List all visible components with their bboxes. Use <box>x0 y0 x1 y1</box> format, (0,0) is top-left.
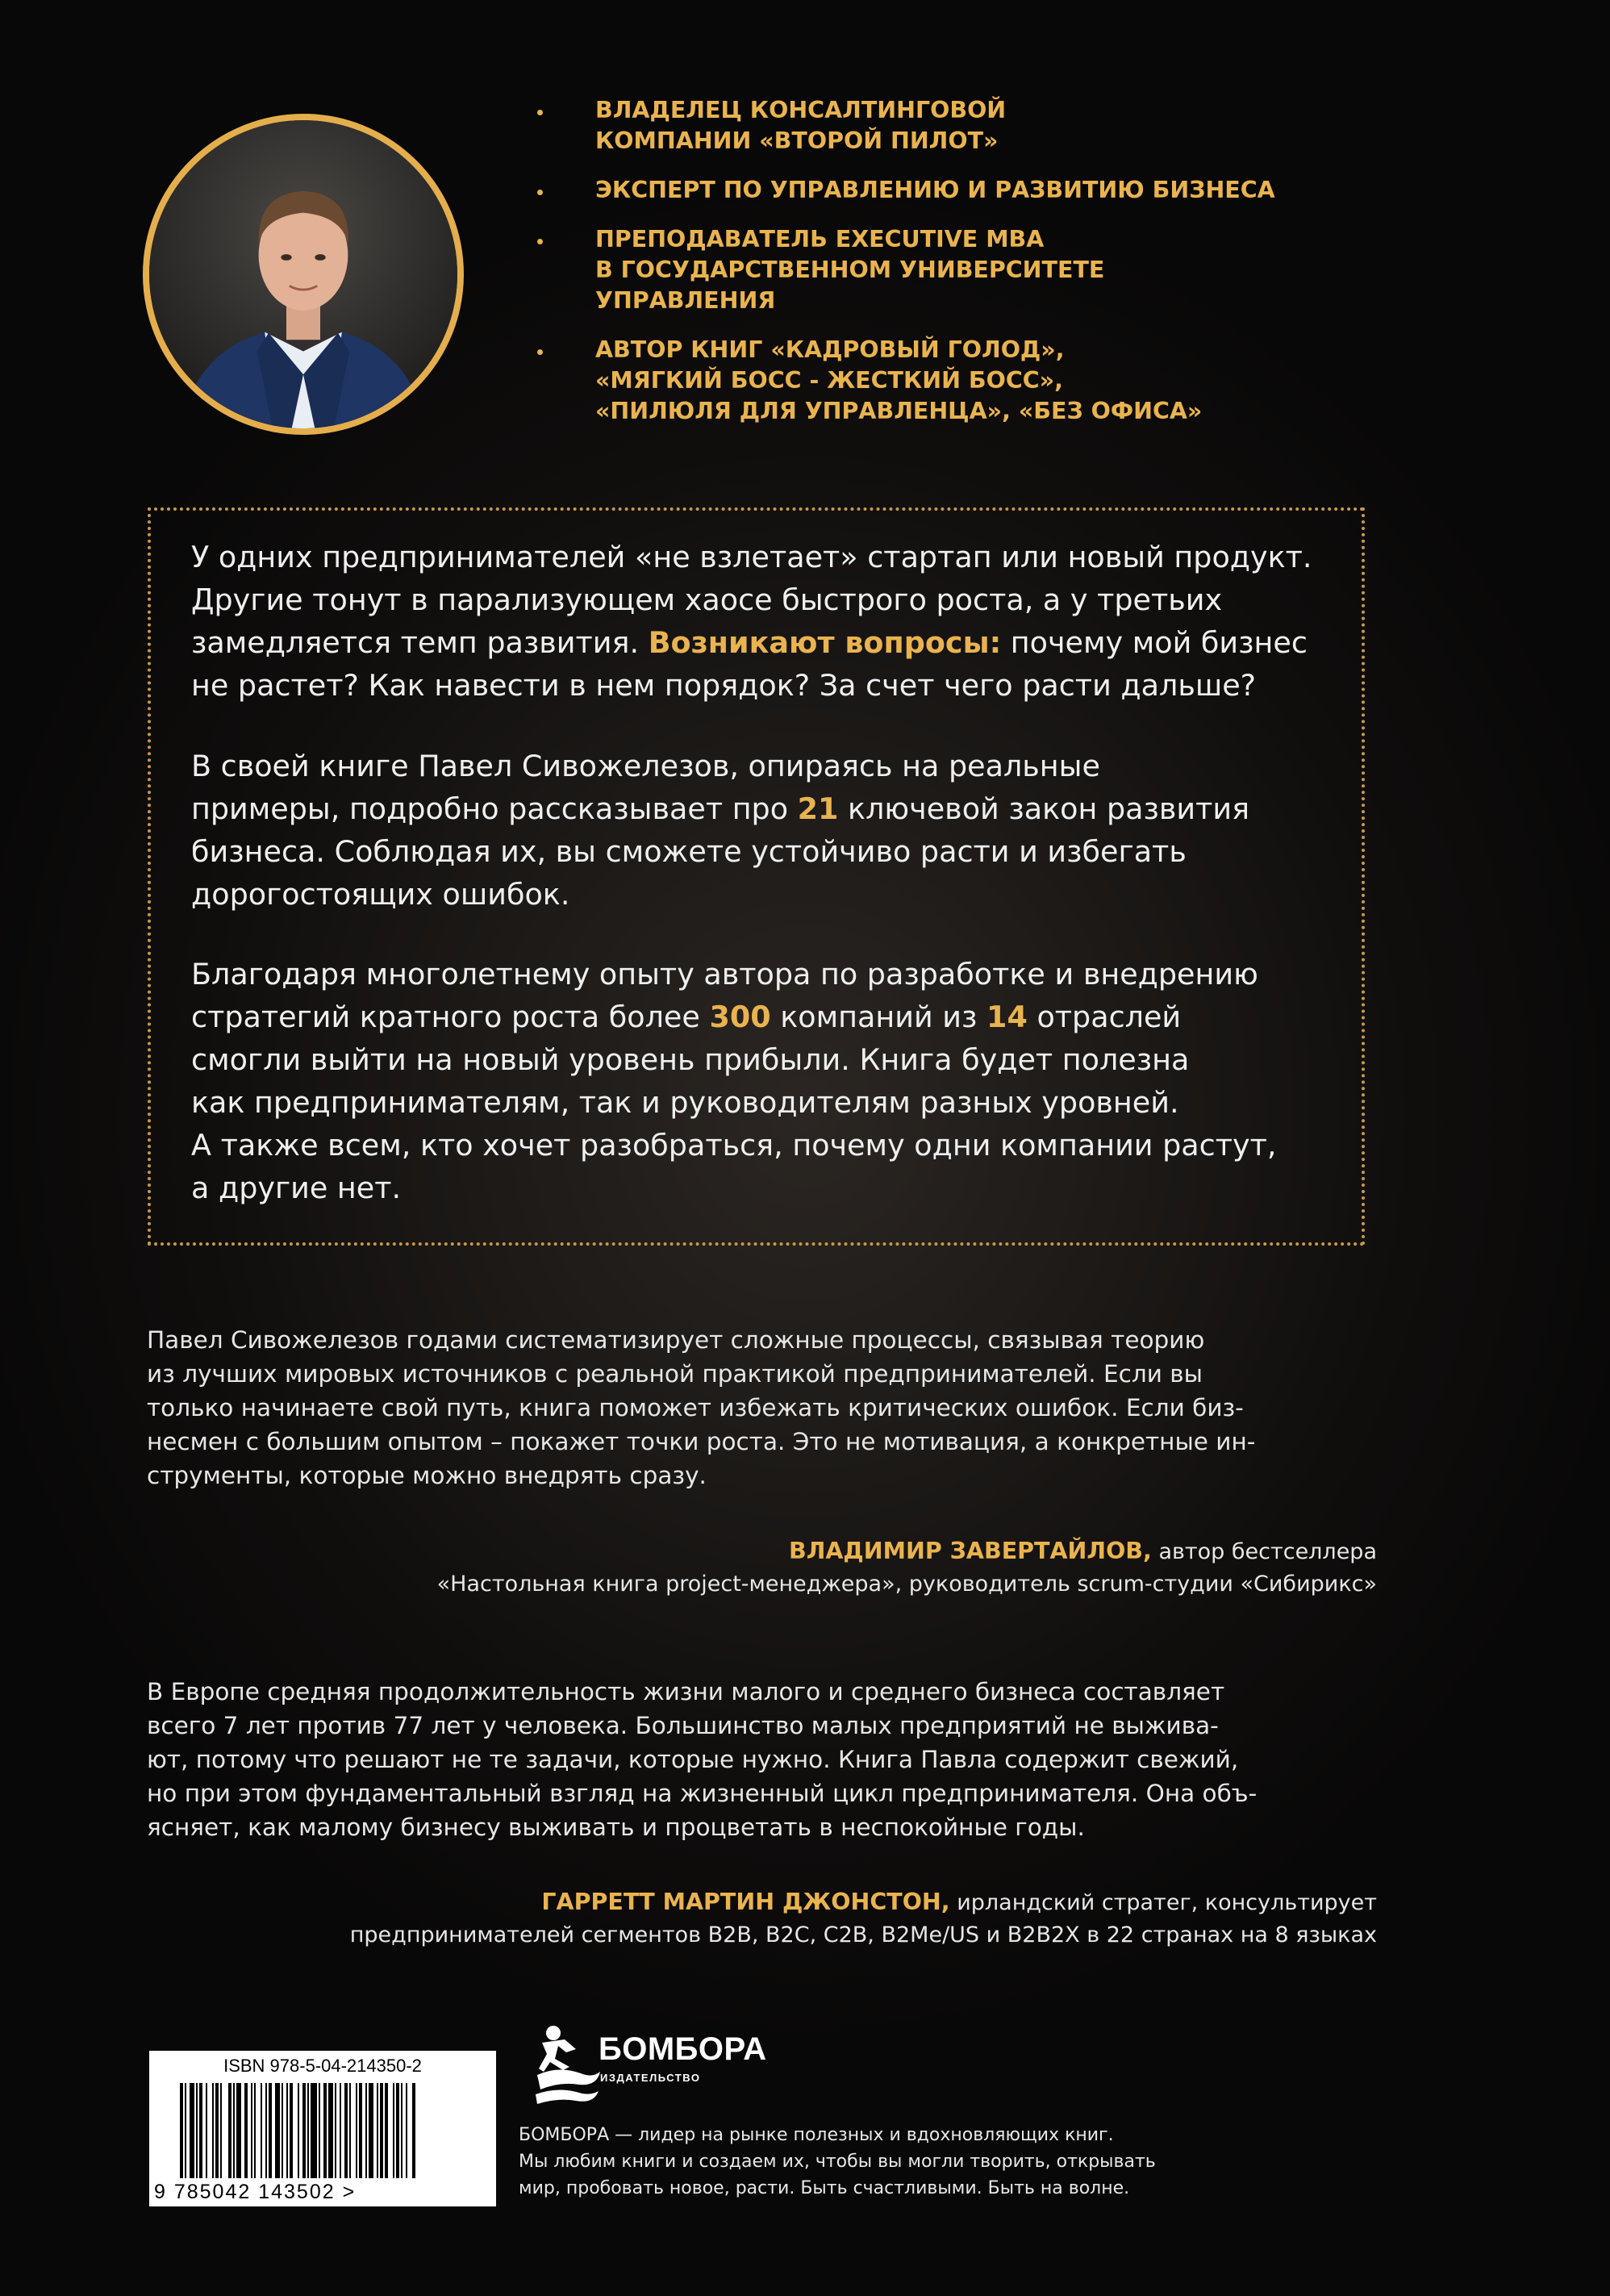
barcode-bar <box>401 2083 402 2178</box>
book-description-frame <box>148 507 1365 1246</box>
barcode-bar <box>206 2083 207 2178</box>
barcode-bar <box>212 2083 214 2178</box>
barcode-bar <box>349 2083 351 2178</box>
barcode-bar <box>340 2083 341 2178</box>
barcode-bar <box>199 2083 202 2178</box>
reviewer-name: ВЛАДИМИР ЗАВЕРТАЙЛОВ, <box>788 1538 1152 1564</box>
reviewer-role: ирландский стратег, консультирует предпринимателей сегментов B2B, B2C, C2B, B2Me/US и B2B2X в 22 странах на 8 языках <box>349 1890 1377 1947</box>
description-paragraph-1 <box>191 536 1337 707</box>
text-span: У одних предпринимателей «не взлетает» стартап или новый продукт. Другие тонут в парализующем хаосе быстрого роста, а у третьих замедляется темп развития. <box>191 540 1312 660</box>
barcode-bar <box>323 2083 327 2178</box>
barcode-bar <box>269 2083 272 2178</box>
credential-item: ЭКСПЕРТ ПО УПРАВЛЕНИЮ И РАЗВИТИЮ БИЗНЕСА <box>532 175 1549 206</box>
text-span: компаний из <box>770 1000 987 1034</box>
publisher-name: БОМБОРА <box>599 2031 767 2067</box>
barcode-bar <box>377 2083 378 2178</box>
author-portrait <box>143 114 464 435</box>
barcode-bar <box>302 2083 306 2178</box>
barcode-bar <box>290 2083 293 2178</box>
isbn-label: ISBN 978-5-04-214350-2 <box>223 2056 422 2076</box>
barcode-bar <box>286 2083 288 2178</box>
publisher-subtitle: ИЗДАТЕЛЬСТВО <box>600 2072 701 2084</box>
highlight-text: Возникают вопросы: <box>648 625 1002 660</box>
barcode-bar <box>185 2083 186 2178</box>
barcode-bar <box>220 2083 222 2178</box>
publisher-logo <box>534 2022 776 2106</box>
text-span: Благодаря многолетнему опыту автора по разработке и внедрению стратегий кратного роста более <box>191 957 1258 1034</box>
barcode-bar <box>298 2083 299 2178</box>
barcode-bar <box>244 2083 248 2178</box>
barcode-bar <box>385 2083 388 2178</box>
text-span: почему мой бизнес не растет? Как навести в нем порядок? За счет чего расти дальше? <box>191 625 1308 703</box>
barcode-bar <box>365 2083 367 2178</box>
barcode-bar <box>196 2083 198 2178</box>
barcode-bar <box>412 2083 415 2178</box>
barcode-bar <box>236 2083 241 2178</box>
barcode-bar <box>180 2083 183 2178</box>
credential-item: ПРЕПОДАВАТЕЛЬ EXECUTIVE MBA В ГОСУДАРСТВЕННОМ УНИВЕРСИТЕТЕ УПРАВЛЕНИЯ <box>532 224 1549 316</box>
highlight-number: 21 <box>797 791 839 826</box>
barcode-graphic <box>180 2083 477 2178</box>
text-span: ключевой закон развития бизнеса. Соблюдая их, вы сможете устойчиво расти и избегать дорогостоящих ошибок. <box>191 791 1250 912</box>
barcode-bar <box>265 2083 267 2178</box>
text-span: отраслей смогли выйти на новый уровень прибыли. Книга будет полезна как предпринимателям, так и руководителям разных уровней. А также всем, кто хочет разобраться, почему одни компании растут, а другие нет. <box>191 1000 1277 1205</box>
author-photo-illustration <box>149 120 457 428</box>
review-attribution-1 <box>437 1535 1377 1601</box>
barcode-bar <box>380 2083 383 2178</box>
barcode-bar <box>359 2083 362 2178</box>
review-attribution-2 <box>350 1886 1377 1952</box>
surfer-wave-icon <box>534 2022 608 2106</box>
barcode-bar <box>228 2083 231 2178</box>
barcode-bar <box>396 2083 399 2178</box>
isbn-barcode <box>149 2051 496 2206</box>
highlight-number: 14 <box>986 1000 1028 1034</box>
barcode-bar <box>307 2083 309 2178</box>
barcode-bar <box>393 2083 394 2178</box>
credential-item: АВТОР КНИГ «КАДРОВЫЙ ГОЛОД», «МЯГКИЙ БОСС - ЖЕСТКИЙ БОСС», «ПИЛЮЛЯ ДЛЯ УПРАВЛЕНЦА», «БЕЗ ОФИСА» <box>532 335 1549 427</box>
barcode-bar <box>344 2083 348 2178</box>
barcode-bar <box>261 2083 262 2178</box>
description-paragraph-2 <box>191 745 1337 916</box>
highlight-number: 300 <box>709 1000 771 1034</box>
barcode-bar <box>215 2083 219 2178</box>
barcode-bar <box>275 2083 280 2178</box>
barcode-bars <box>180 2083 477 2178</box>
barcode-bar <box>328 2083 333 2178</box>
barcode-bar <box>369 2083 373 2178</box>
barcode-digits: 9 785042 143502 > <box>154 2181 357 2203</box>
barcode-bar <box>251 2083 252 2178</box>
publisher-description: БОМБОРА — лидер на рынке полезных и вдохновляющих книг. Мы любим книги и создаем их, чтобы вы могли творить, открывать мир, пробовать новое, расти. Быть счастливыми. Быть на волне. <box>519 2125 1156 2198</box>
review-quote-2: В Европе средняя продолжительность жизни малого и среднего бизнеса составляет всего 7 лет против 77 лет у человека. Большинство малых предприятий не выжива- ют, потому что решают не те задачи, которые нужно. Книга Павла содержит свежий, но при этом фундаментальный взгляд на жизненный цикл предпринимателя. Она объ- ясняет, как малому бизнесу выживать и процветать в неспокойные годы. <box>147 1678 1258 1841</box>
barcode-bar <box>254 2083 256 2178</box>
barcode-bar <box>311 2083 317 2178</box>
barcode-bar <box>319 2083 320 2178</box>
description-paragraph-3 <box>191 953 1337 1209</box>
text-span: В своей книге Павел Сивожелезов, опираясь на реальные примеры, подробно рассказывает про <box>191 749 1100 826</box>
barcode-bar <box>406 2083 407 2178</box>
reviewer-role: автор бестселлера «Настольная книга project-менеджера», руководитель scrum-студии «Сибирикс» <box>436 1539 1377 1597</box>
barcode-bar <box>356 2083 357 2178</box>
barcode-bar <box>190 2083 194 2178</box>
reviewer-name: ГАРРЕТТ МАРТИН ДЖОНСТОН, <box>541 1889 950 1915</box>
barcode-bar <box>233 2083 235 2178</box>
author-credentials-list <box>532 95 1549 445</box>
review-quote-1: Павел Сивожелезов годами систематизирует сложные процессы, связывая теорию из лучших мировых источников с реальной практикой предпринимателей. Если вы только начинаете свой путь, книга поможет избежать критических ошибок. Если биз- несмен с большим опытом – покажет точки роста. Это не мотивация, а конкретные ин- струменты, которые можно внедрять сразу. <box>147 1326 1256 1489</box>
barcode-bar <box>282 2083 283 2178</box>
barcode-bar <box>335 2083 336 2178</box>
credential-item: ВЛАДЕЛЕЦ КОНСАЛТИНГОВОЙ КОМПАНИИ «ВТОРОЙ ПИЛОТ» <box>532 95 1549 157</box>
